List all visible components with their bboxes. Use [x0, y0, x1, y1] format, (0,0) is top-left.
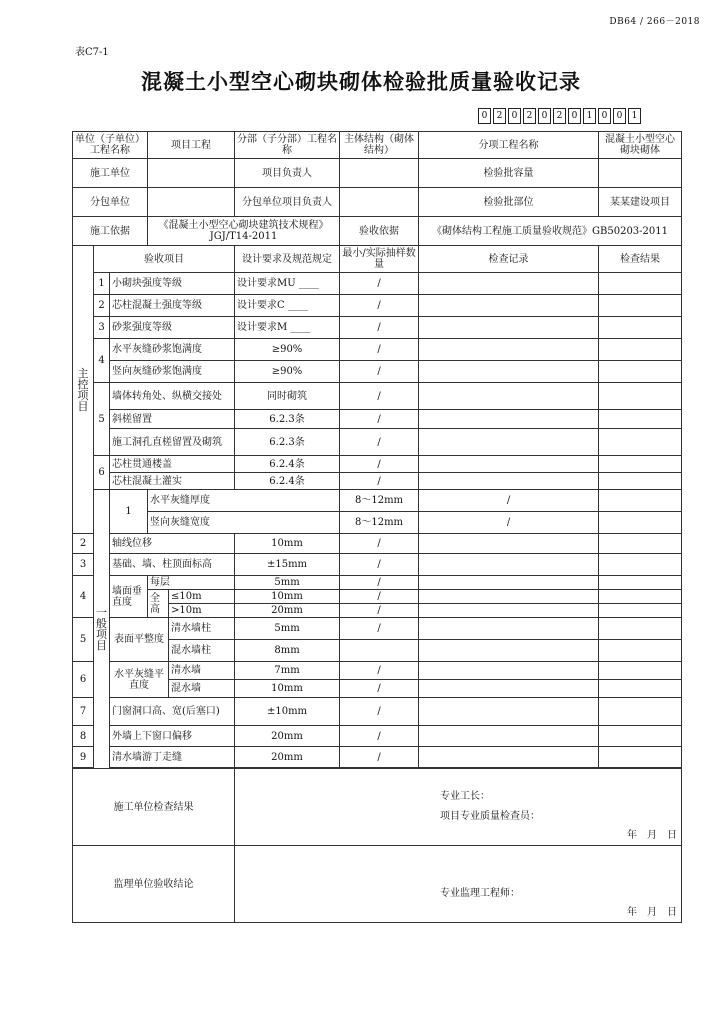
- row-req: 8～12mm: [340, 490, 419, 512]
- row-req: 20mm: [235, 604, 340, 618]
- row-req: 20mm: [235, 726, 340, 747]
- row-result: [599, 662, 682, 680]
- row-result: [599, 618, 682, 640]
- foreman-line: 专业工长：: [440, 791, 491, 802]
- batch-capacity-label: 检验批容量: [419, 159, 599, 188]
- basis-value: 《混凝土小型空心砌块建筑技术规程》JGJ/T14-2011: [148, 217, 340, 246]
- col-result-header: 检查结果: [599, 246, 682, 273]
- main-control-label: 主 控 项 目: [73, 246, 94, 534]
- row-req: ≥90%: [235, 361, 340, 383]
- row-samples: /: [340, 576, 419, 590]
- row-record: [419, 726, 599, 747]
- division-value: 主体结构（砌体结构）: [340, 132, 419, 159]
- row-record: [419, 473, 599, 490]
- general-items-label: 一 般 项 目: [94, 490, 110, 769]
- row-samples: /: [419, 490, 599, 512]
- row-samples: /: [340, 317, 419, 339]
- row-record: [419, 429, 599, 456]
- code-digit-box: 1: [628, 108, 641, 124]
- row-req: 7mm: [235, 662, 340, 680]
- standard-number: DB64 / 266－2018: [609, 17, 700, 27]
- row-samples: /: [340, 604, 419, 618]
- row-item: 小砌块强度等级: [110, 273, 235, 295]
- row-samples: /: [340, 534, 419, 554]
- row-record: [599, 512, 682, 534]
- row-req: 20mm: [235, 747, 340, 768]
- flatness-group: 表面平整度: [110, 618, 169, 662]
- code-digit-box: 2: [553, 108, 566, 124]
- code-digit-box: 0: [508, 108, 521, 124]
- straightness-group: 水平灰缝平直度: [110, 662, 169, 698]
- row-no: 6: [73, 662, 94, 698]
- row-item: 竖向灰缝砂浆饱满度: [110, 361, 235, 383]
- row-no: 3: [73, 554, 94, 576]
- row-record: [419, 295, 599, 317]
- row-samples: /: [340, 361, 419, 383]
- code-digit-box: 0: [613, 108, 626, 124]
- acceptance-basis-value: 《砌体结构工程施工质量验收规范》GB50203-2011: [419, 217, 682, 246]
- supervisor-signoff: [235, 846, 682, 923]
- row-record: [419, 618, 599, 640]
- row-item: 清水墙游丁走缝: [110, 747, 235, 768]
- row-record: [419, 339, 599, 361]
- verticality-gt10: >10m: [169, 604, 235, 618]
- row-no: 2: [94, 295, 110, 317]
- row-no: 2: [73, 534, 94, 554]
- table-number: 表C7-1: [75, 47, 109, 58]
- row-no: 3: [94, 317, 110, 339]
- batch-location-value: 某某建设项目: [599, 188, 682, 217]
- row-samples: /: [340, 473, 419, 490]
- verticality-group: 墙面垂直度: [110, 576, 148, 618]
- row-samples: /: [340, 618, 419, 640]
- row-item: 水平灰缝砂浆饱满度: [110, 339, 235, 361]
- pm-value: [340, 159, 419, 188]
- row-req: 10mm: [235, 534, 340, 554]
- row-record: [419, 456, 599, 473]
- row-item: 外墙上下窗口偏移: [110, 726, 235, 747]
- row-record: [419, 317, 599, 339]
- inspection-table: [72, 131, 682, 923]
- row-record: [419, 410, 599, 429]
- row-req: 设计要求M ____: [235, 317, 340, 339]
- row-samples: [340, 640, 419, 662]
- row-no: 1: [94, 273, 110, 295]
- row-item: 砂浆强度等级: [110, 317, 235, 339]
- subitem-value: 混凝土小型空心砌块砌体: [599, 132, 682, 159]
- code-digit-box: 2: [523, 108, 536, 124]
- row-item: 施工洞孔直槎留置及砌筑: [110, 429, 235, 456]
- row-samples: /: [340, 339, 419, 361]
- row-result: [599, 317, 682, 339]
- row-record: [419, 554, 599, 576]
- row-req: ±10mm: [235, 698, 340, 726]
- row-samples: /: [340, 273, 419, 295]
- row-record: [419, 361, 599, 383]
- subcontractor-value: [148, 188, 235, 217]
- straightness-b: 混水墙: [169, 680, 235, 698]
- row-item: 斜槎留置: [110, 410, 235, 429]
- batch-code-boxes: [478, 108, 641, 124]
- row-samples: /: [340, 747, 419, 768]
- batch-capacity-value: [599, 159, 682, 188]
- row-no: 7: [73, 698, 94, 726]
- row-record: [419, 534, 599, 554]
- row-item: 芯柱混凝土灌实: [110, 473, 235, 490]
- row-req: 6.2.4条: [235, 473, 340, 490]
- row-samples: /: [340, 554, 419, 576]
- row-result: [599, 698, 682, 726]
- row-req: 同时砌筑: [235, 383, 340, 410]
- row-result: [599, 640, 682, 662]
- code-digit-box: 2: [493, 108, 506, 124]
- row-req: 6.2.3条: [235, 429, 340, 456]
- row-result: [599, 295, 682, 317]
- constructor-signoff: [235, 769, 682, 846]
- row-samples: /: [340, 698, 419, 726]
- constructor-label: 施工单位: [73, 159, 148, 188]
- row-result: [599, 576, 682, 590]
- row-result: [599, 726, 682, 747]
- row-no: 8: [73, 726, 94, 747]
- row-req: ≥90%: [235, 339, 340, 361]
- row-item: 竖向灰缝宽度: [148, 512, 340, 534]
- row-result: [599, 410, 682, 429]
- row-no: 4: [73, 576, 94, 618]
- row-result: [599, 361, 682, 383]
- date-line-2: 年 月 日: [627, 907, 678, 918]
- row-result: [599, 456, 682, 473]
- code-digit-box: 0: [598, 108, 611, 124]
- row-record: [419, 747, 599, 768]
- subitem-label: 分项工程名称: [419, 132, 599, 159]
- row-result: [599, 534, 682, 554]
- row-result: [599, 680, 682, 698]
- row-samples: /: [340, 662, 419, 680]
- row-no: 5: [94, 383, 110, 456]
- row-record: [419, 680, 599, 698]
- verticality-each-floor: 每层: [148, 576, 235, 590]
- row-record: [419, 604, 599, 618]
- col-req-header: 设计要求及规范规定: [235, 246, 340, 273]
- row-record: [419, 383, 599, 410]
- row-result: [599, 473, 682, 490]
- row-record: [419, 273, 599, 295]
- row-samples: /: [340, 410, 419, 429]
- constructor-result-label: 施工单位检查结果: [73, 769, 235, 846]
- basis-label: 施工依据: [73, 217, 148, 246]
- supervisor-result-label: 监理单位验收结论: [73, 846, 235, 923]
- sub-pm-label: 分包单位项目负责人: [235, 188, 340, 217]
- row-record: [419, 576, 599, 590]
- row-samples: /: [419, 512, 599, 534]
- acceptance-basis-label: 验收依据: [340, 217, 419, 246]
- row-req: 10mm: [235, 680, 340, 698]
- row-result: [599, 339, 682, 361]
- flatness-b: 混水墙柱: [169, 640, 235, 662]
- row-result: [599, 429, 682, 456]
- row-no: 5: [73, 618, 94, 662]
- verticality-le10: ≤10m: [169, 590, 235, 604]
- row-samples: /: [340, 383, 419, 410]
- row-item: 基础、墙、柱顶面标高: [110, 554, 235, 576]
- date-line-1: 年 月 日: [627, 830, 678, 841]
- row-item: 轴线位移: [110, 534, 235, 554]
- row-record: [419, 590, 599, 604]
- row-record: [419, 662, 599, 680]
- row-record: [599, 490, 682, 512]
- row-req: 10mm: [235, 590, 340, 604]
- sub-pm-value: [340, 188, 419, 217]
- row-samples: /: [340, 590, 419, 604]
- row-result: [599, 604, 682, 618]
- row-req: 8～12mm: [340, 512, 419, 534]
- row-result: [599, 554, 682, 576]
- row-item: 水平灰缝厚度: [148, 490, 340, 512]
- row-record: [419, 698, 599, 726]
- code-digit-box: 0: [478, 108, 491, 124]
- unit-value: 项目工程: [148, 132, 235, 159]
- engineer-line: 专业监理工程师：: [440, 888, 521, 899]
- row-req: ±15mm: [235, 554, 340, 576]
- subcontractor-label: 分包单位: [73, 188, 148, 217]
- code-digit-box: 1: [583, 108, 596, 124]
- col-samples-header: 最小/实际抽样数量: [340, 246, 419, 273]
- row-samples: /: [340, 456, 419, 473]
- batch-location-label: 检验批部位: [419, 188, 599, 217]
- row-record: [419, 640, 599, 662]
- row-no: 9: [73, 747, 94, 768]
- row-req: 8mm: [235, 640, 340, 662]
- col-item-header: 验收项目: [94, 246, 235, 273]
- row-result: [599, 383, 682, 410]
- row-no: 1: [110, 490, 148, 534]
- code-digit-box: 0: [538, 108, 551, 124]
- division-label: 分部（子分部）工程名称: [235, 132, 340, 159]
- verticality-total-height: 全高: [148, 590, 169, 618]
- flatness-a: 清水墙柱: [169, 618, 235, 640]
- inspector-line: 项目专业质量检查员：: [440, 811, 541, 822]
- row-samples: /: [340, 295, 419, 317]
- code-digit-box: 0: [568, 108, 581, 124]
- row-req: 5mm: [235, 576, 340, 590]
- unit-label: 单位（子单位）工程名称: [73, 132, 148, 159]
- row-result: [599, 747, 682, 768]
- row-item: 芯柱混凝土强度等级: [110, 295, 235, 317]
- row-samples: /: [340, 680, 419, 698]
- row-no: 6: [94, 456, 110, 490]
- row-req: 6.2.4条: [235, 456, 340, 473]
- row-result: [599, 273, 682, 295]
- row-req: 设计要求MU ____: [235, 273, 340, 295]
- row-result: [599, 590, 682, 604]
- straightness-a: 清水墙: [169, 662, 235, 680]
- row-req: 6.2.3条: [235, 410, 340, 429]
- col-record-header: 检查记录: [419, 246, 599, 273]
- row-samples: /: [340, 429, 419, 456]
- row-item: 门窗洞口高、宽(后塞口): [110, 698, 235, 726]
- row-no: 4: [94, 339, 110, 383]
- row-item: 芯柱贯通楼盖: [110, 456, 235, 473]
- row-req: 5mm: [235, 618, 340, 640]
- constructor-value: [148, 159, 235, 188]
- page-title: 混凝土小型空心砌块砌体检验批质量验收记录: [141, 69, 581, 94]
- row-item: 墙体转角处、纵横交接处: [110, 383, 235, 410]
- row-samples: /: [340, 726, 419, 747]
- pm-label: 项目负责人: [235, 159, 340, 188]
- row-req: 设计要求C ____: [235, 295, 340, 317]
